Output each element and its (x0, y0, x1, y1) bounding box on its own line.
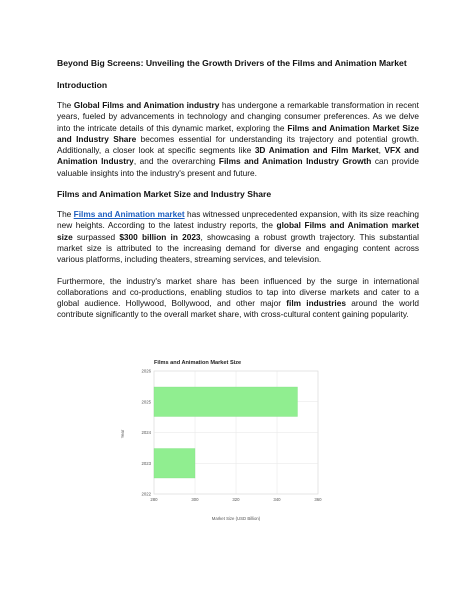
text: The (57, 100, 74, 110)
text: can provide valuable insights into the industry's present and future. (57, 156, 419, 178)
intro-heading: Introduction (57, 80, 108, 90)
document-page (57, 58, 419, 331)
chart-svg (112, 352, 328, 532)
y-tick-label: 2023 (141, 460, 151, 466)
text: surpassed (72, 231, 120, 242)
x-tick-label: 300 (191, 497, 199, 502)
chart-y-axis-label: Year (120, 429, 125, 439)
x-tick-label: 340 (273, 497, 281, 502)
text: Furthermore, the industry's market share has been influenced by the surge in international collaborations and co-productions, enabling studios to tap into diverse markets and cater to a global audience. Hollywood, Bollywood, and other major (57, 275, 419, 309)
bold-text: Global Films and Animation industry (73, 100, 220, 110)
x-tick-label: 280 (150, 497, 158, 502)
document-title: Beyond Big Screens: Unveiling the Growth Drivers of the Films and Animation Market (57, 58, 407, 68)
bold-text: global Films and Animation market size (57, 220, 419, 242)
text: , and the overarching (133, 156, 219, 167)
text: , showcasing a robust growth trajectory. This substantial market size is attributed to the increasing demand for diverse and engaging content across various platforms, including theaters, streaming services, and television. (57, 231, 419, 265)
y-tick-label: 2026 (141, 368, 151, 374)
market-size-chart (112, 352, 328, 532)
x-tick-label: 360 (314, 497, 322, 502)
x-tick-label: 320 (232, 497, 240, 502)
y-tick-label: 2024 (141, 430, 151, 435)
text: has undergone a remarkable transformation in recent years, fueled by advancements in technology and changing consumer preferences. As we delve into the intricate details of this dynamic market, exploring the (57, 100, 419, 133)
intro-paragraph (57, 100, 419, 179)
chart-x-axis-label: Market Size (USD Billion) (211, 516, 261, 521)
market-link[interactable]: Films and Animation market (73, 209, 185, 220)
bold-text: $300 billion in 2023 (119, 231, 201, 242)
text: The (57, 209, 74, 220)
bold-text: VFX and Animation Industry (57, 145, 419, 167)
bold-text: Films and Animation Market Size and Industry Share (57, 122, 419, 144)
text: has witnessed unprecedented expansion, with its size reaching new heights. According to the latest industry reports, the (57, 209, 419, 231)
bar-2025 (154, 387, 298, 417)
bar-2023 (154, 448, 195, 478)
bold-text: 3D Animation and Film Market (254, 145, 379, 156)
section-heading: Films and Animation Market Size and Industry Share (57, 189, 272, 200)
bold-text: Films and Animation Industry Growth (218, 156, 372, 167)
text: around the world contribute significantly to the overall market share, with cross-cultural content gaining popularity. (57, 298, 419, 320)
market-size-paragraph (57, 209, 419, 265)
y-tick-label: 2022 (141, 491, 151, 497)
text: becomes essential for understanding its trajectory and potential growth. Additionally, a closer look at specific segments like (57, 133, 420, 156)
market-share-paragraph (57, 276, 419, 321)
y-tick-label: 2025 (141, 399, 151, 405)
text: , (378, 145, 385, 156)
bold-text: film industries (286, 298, 346, 309)
chart-title: Films and Animation Market Size (154, 360, 242, 366)
